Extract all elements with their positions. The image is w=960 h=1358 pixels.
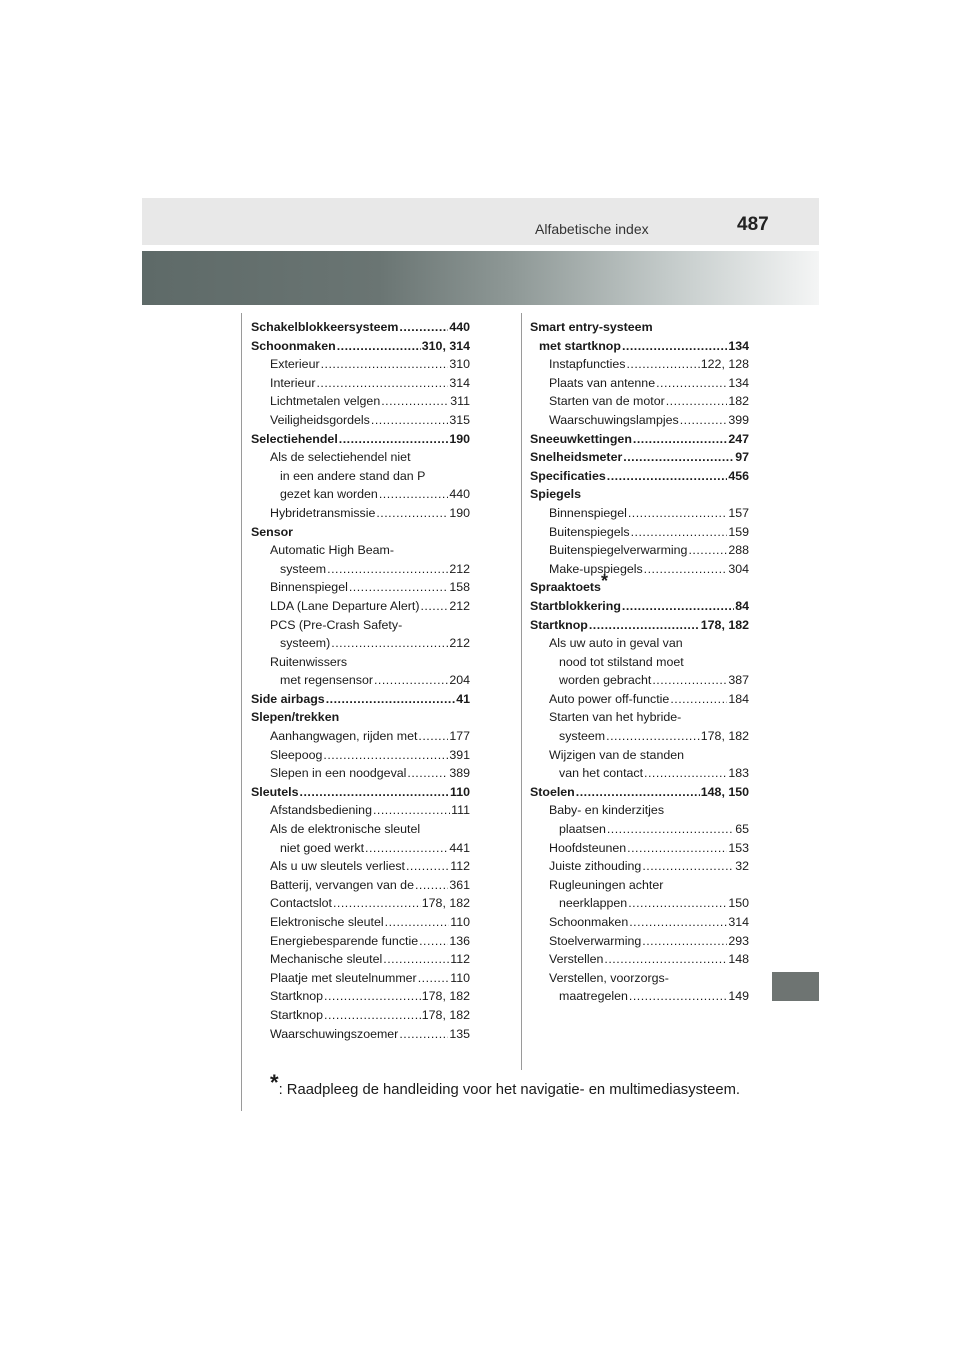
index-term: Schoonmaken <box>549 915 629 929</box>
page-reference: 122, 128 <box>700 357 749 372</box>
page-reference: 111 <box>451 803 470 818</box>
dot-leader <box>374 671 448 690</box>
index-entry[interactable] <box>530 571 749 597</box>
index-term: Slepen/trekken <box>251 710 340 725</box>
index-term: Elektronische sleutel <box>270 915 384 929</box>
index-entry[interactable] <box>251 578 470 597</box>
index-term: Lichtmetalen velgen <box>270 394 381 409</box>
page-reference: 389 <box>449 766 470 781</box>
index-entry[interactable] <box>251 839 470 858</box>
index-term: Mechanische sleutel <box>270 952 383 967</box>
index-term: Schoonmaken <box>251 338 336 353</box>
index-term: Waarschuwingslampjes <box>549 412 679 427</box>
index-entry[interactable] <box>530 523 749 542</box>
index-entry[interactable] <box>251 690 470 709</box>
page-reference: 136 <box>449 933 470 948</box>
index-term: Als de elektronische sleutel <box>270 822 421 837</box>
index-entry[interactable] <box>251 969 470 988</box>
page-reference: 157 <box>728 505 749 520</box>
dot-leader <box>629 987 727 1006</box>
index-entry[interactable] <box>251 467 470 486</box>
index-entry[interactable] <box>530 801 749 820</box>
dot-leader <box>420 597 448 616</box>
index-term: Sneeuwkettingen <box>530 431 632 446</box>
page-reference: 441 <box>449 840 470 855</box>
page-reference: 190 <box>449 505 470 520</box>
page-reference: 212 <box>449 636 470 651</box>
index-entry[interactable] <box>530 894 749 913</box>
footnote-text: : Raadpleeg de handleiding voor het navigatie- en multimediasysteem. <box>278 1082 741 1098</box>
page-reference: 32 <box>735 859 749 874</box>
dot-leader <box>383 950 449 969</box>
page-reference: 314 <box>728 915 749 929</box>
index-entry[interactable] <box>530 746 749 765</box>
index-entry[interactable] <box>530 430 749 449</box>
section-title: Alfabetische index <box>535 221 649 237</box>
page-reference: 158 <box>449 580 470 595</box>
index-entry[interactable] <box>251 560 470 579</box>
page-reference: 315 <box>449 412 470 427</box>
index-term: Startknop <box>270 1007 324 1022</box>
dot-leader <box>365 839 448 858</box>
page-reference: 148 <box>728 952 749 967</box>
dot-leader <box>626 355 699 374</box>
page-reference: 110 <box>450 915 470 929</box>
index-entry[interactable] <box>530 950 749 969</box>
dot-leader <box>628 894 727 913</box>
index-term: Make-upspiegels <box>549 561 643 576</box>
dot-leader <box>622 337 727 356</box>
index-column-left <box>251 318 470 1043</box>
page-reference: 440 <box>449 320 470 334</box>
index-entry[interactable] <box>530 504 749 523</box>
index-term: gezet kan worden <box>280 487 378 502</box>
index-term: Verstellen, voorzorgs- <box>549 970 669 985</box>
index-entry[interactable] <box>251 430 470 449</box>
index-term: Plaats van antenne <box>549 375 656 390</box>
index-entry[interactable] <box>530 337 749 356</box>
index-entry[interactable] <box>530 764 749 783</box>
index-entry[interactable] <box>251 504 470 523</box>
page-reference: 399 <box>728 412 749 427</box>
dot-leader <box>399 1025 448 1044</box>
index-entry[interactable] <box>251 448 470 467</box>
index-term: worden gebracht <box>559 673 652 688</box>
index-entry[interactable] <box>251 913 470 932</box>
index-term: Startblokkering <box>530 598 621 613</box>
index-entry[interactable] <box>530 634 749 653</box>
index-entry[interactable] <box>251 746 470 765</box>
index-term: Buitenspiegels <box>549 524 630 539</box>
asterisk-mark: * <box>600 571 608 592</box>
index-term: met regensensor <box>280 673 373 688</box>
index-term: Stoelverwarming <box>549 933 642 948</box>
page-reference: 134 <box>728 338 749 353</box>
index-term: Plaatje met sleutelnummer <box>270 970 417 985</box>
index-term: Instapfuncties <box>549 357 626 372</box>
index-term: niet goed werkt <box>280 840 365 855</box>
page-reference: 97 <box>735 450 749 465</box>
index-term: Slepen in een noodgeval <box>270 766 407 781</box>
index-entry[interactable] <box>251 523 470 542</box>
dot-leader <box>419 932 448 951</box>
page-reference: 361 <box>449 877 470 892</box>
index-entry[interactable] <box>530 485 749 504</box>
index-term: Stoelen <box>530 784 575 799</box>
dot-leader <box>399 318 448 337</box>
dot-leader <box>406 857 449 876</box>
page-reference: 212 <box>449 561 470 576</box>
index-entry[interactable] <box>530 448 749 467</box>
footnote <box>270 1070 741 1098</box>
column-divider <box>521 313 522 1070</box>
index-entry[interactable] <box>530 839 749 858</box>
page-reference: 110 <box>450 784 470 799</box>
dot-leader <box>381 392 449 411</box>
index-entry[interactable] <box>530 467 749 486</box>
page-reference: 178, 182 <box>421 989 470 1004</box>
index-term: Als uw auto in geval van <box>549 636 683 651</box>
page-reference: 204 <box>449 673 470 688</box>
index-term: Binnenspiegel <box>549 505 627 520</box>
index-entry[interactable] <box>251 764 470 783</box>
index-term: Interieur <box>270 375 316 390</box>
index-entry[interactable] <box>251 876 470 895</box>
dot-leader <box>379 485 449 504</box>
page-reference: 212 <box>449 598 470 613</box>
page-reference: 148, 150 <box>700 784 749 799</box>
index-entry[interactable] <box>251 671 470 690</box>
dot-leader <box>652 671 727 690</box>
index-term: Sleutels <box>251 784 299 799</box>
page-reference: 135 <box>449 1026 470 1041</box>
index-entry[interactable] <box>530 969 749 988</box>
index-term: systeem) <box>280 636 331 651</box>
index-entry[interactable] <box>251 857 470 876</box>
page-reference: 293 <box>728 933 749 948</box>
dot-leader <box>321 355 449 374</box>
page-reference: 310 <box>449 357 470 372</box>
chapter-thumb-tab[interactable] <box>772 972 819 1001</box>
index-entry[interactable] <box>530 411 749 430</box>
page-reference: 310, 314 <box>421 338 470 353</box>
page-reference: 150 <box>728 896 749 911</box>
index-term: van het contact <box>559 766 644 781</box>
dot-leader <box>373 801 450 820</box>
dot-leader <box>642 932 727 951</box>
page-reference: 178, 182 <box>421 1007 470 1022</box>
index-entry[interactable] <box>251 950 470 969</box>
dot-leader <box>326 690 456 709</box>
index-entry[interactable] <box>251 932 470 951</box>
dot-leader <box>337 337 421 356</box>
index-term: Schakelblokkeersysteem <box>251 320 399 334</box>
index-term: Automatic High Beam- <box>270 543 394 558</box>
dot-leader <box>670 690 727 709</box>
index-term: Side airbags <box>251 691 325 706</box>
page-reference: 149 <box>728 989 749 1004</box>
dot-leader <box>349 578 448 597</box>
page-reference: 391 <box>449 747 470 762</box>
index-term: Selectiehendel <box>251 431 338 446</box>
dot-leader <box>415 876 448 895</box>
index-entry[interactable] <box>530 690 749 709</box>
dot-leader <box>316 374 448 393</box>
dot-leader <box>623 448 734 467</box>
index-entry[interactable] <box>530 318 749 337</box>
index-term: Afstandsbediening <box>270 803 372 818</box>
index-entry[interactable] <box>530 987 749 1006</box>
header-band <box>142 198 819 245</box>
index-term: Veiligheidsgordels <box>270 412 370 427</box>
index-entry[interactable] <box>251 411 470 430</box>
index-entry[interactable] <box>251 1006 470 1025</box>
index-entry[interactable] <box>251 1025 470 1044</box>
dot-leader <box>656 374 727 393</box>
index-term: in een andere stand dan P <box>280 468 426 483</box>
dot-leader <box>385 913 450 932</box>
index-term: Als de selectiehendel niet <box>270 450 411 465</box>
page-reference: 288 <box>728 543 749 558</box>
index-term: Als u uw sleutels verliest <box>270 859 405 874</box>
page-reference: 178, 182 <box>700 729 749 744</box>
page-reference: 183 <box>728 766 749 781</box>
index-term: met startknop <box>539 338 621 353</box>
index-entry[interactable] <box>530 616 749 635</box>
dot-leader <box>339 430 449 449</box>
index-term: Aanhangwagen, rijden met <box>270 729 418 744</box>
dot-leader <box>628 504 727 523</box>
index-term: systeem <box>559 729 606 744</box>
index-term: Spraaktoets <box>530 580 601 595</box>
dot-leader <box>323 746 448 765</box>
index-term: systeem <box>280 561 327 576</box>
page-reference: 177 <box>449 729 470 744</box>
dot-leader <box>333 894 421 913</box>
dot-leader <box>631 523 728 542</box>
decorative-gradient-band <box>142 251 819 305</box>
dot-leader <box>606 727 700 746</box>
index-term: Ruitenwissers <box>270 654 348 669</box>
dot-leader <box>688 541 727 560</box>
index-entry[interactable] <box>530 392 749 411</box>
index-entry[interactable] <box>251 392 470 411</box>
index-term: Verstellen <box>549 952 604 967</box>
index-entry[interactable] <box>251 616 470 635</box>
index-entry[interactable] <box>530 727 749 746</box>
index-entry[interactable] <box>251 597 470 616</box>
index-entry[interactable] <box>251 337 470 356</box>
index-entry[interactable] <box>251 727 470 746</box>
index-entry[interactable] <box>530 653 749 672</box>
index-entry[interactable] <box>530 541 749 560</box>
index-term: LDA (Lane Departure Alert) <box>270 598 420 613</box>
page-reference: 387 <box>728 673 749 688</box>
index-entry[interactable] <box>530 820 749 839</box>
dot-leader <box>376 504 448 523</box>
index-term: Starten van de motor <box>549 394 665 409</box>
index-term: Specificaties <box>530 468 606 483</box>
index-term: Batterij, vervangen van de <box>270 877 414 892</box>
dot-leader <box>644 560 728 579</box>
dot-leader <box>604 950 727 969</box>
index-entry[interactable] <box>530 671 749 690</box>
index-entry[interactable] <box>251 820 470 839</box>
dot-leader <box>418 727 448 746</box>
index-term: PCS (Pre-Crash Safety- <box>270 617 403 632</box>
page-reference: 311 <box>450 394 470 409</box>
page-reference: 456 <box>728 468 749 483</box>
dot-leader <box>371 411 448 430</box>
index-term: Sensor <box>251 524 294 539</box>
dot-leader <box>418 969 450 988</box>
index-entry[interactable] <box>251 318 470 337</box>
dot-leader <box>642 857 734 876</box>
index-term: maatregelen <box>559 989 628 1004</box>
dot-leader <box>589 616 700 635</box>
index-term: Spiegels <box>530 487 581 502</box>
page-reference: 247 <box>728 431 749 446</box>
index-entry[interactable] <box>530 560 749 579</box>
page-reference: 112 <box>450 952 470 967</box>
index-term: plaatsen <box>559 822 606 837</box>
page-reference: 41 <box>456 691 470 706</box>
index-entry[interactable] <box>251 355 470 374</box>
index-term: Rugleuningen achter <box>549 877 664 892</box>
index-term: Smart entry-systeem <box>530 320 653 334</box>
index-term: Contactslot <box>270 896 332 911</box>
index-term: Auto power off-functie <box>549 691 670 706</box>
page-reference: 112 <box>450 859 470 874</box>
index-term: Snelheidsmeter <box>530 450 623 465</box>
index-entry[interactable] <box>251 653 470 672</box>
index-entry[interactable] <box>251 801 470 820</box>
index-term: Hybridetransmissie <box>270 505 376 520</box>
index-entry[interactable] <box>530 857 749 876</box>
dot-leader <box>324 987 421 1006</box>
index-entry[interactable] <box>251 541 470 560</box>
dot-leader <box>666 392 728 411</box>
index-term: Startknop <box>270 989 324 1004</box>
index-entry[interactable] <box>251 708 470 727</box>
index-term: neerklappen <box>559 896 628 911</box>
dot-leader <box>680 411 728 430</box>
index-entry[interactable] <box>251 894 470 913</box>
page-reference: 304 <box>728 561 749 576</box>
index-term: Energiebesparende functie <box>270 933 419 948</box>
index-term: Sleepoog <box>270 747 323 762</box>
index-term: nood tot stilstand moet <box>559 654 684 669</box>
index-term: Buitenspiegelverwarming <box>549 543 688 558</box>
index-entry[interactable] <box>530 374 749 393</box>
footnote-asterisk: * <box>270 1070 279 1095</box>
index-entry[interactable] <box>251 634 470 653</box>
index-column-right <box>530 318 749 1006</box>
dot-leader <box>627 839 727 858</box>
index-term: Juiste zithouding <box>549 859 642 874</box>
page-reference: 110 <box>450 970 470 985</box>
index-term: Wijzigen van de standen <box>549 747 685 762</box>
page-reference: 440 <box>449 487 470 502</box>
index-entry[interactable] <box>530 783 749 802</box>
index-term: Starten van het hybride- <box>549 710 682 725</box>
dot-leader <box>324 1006 421 1025</box>
index-term: Baby- en kinderzitjes <box>549 803 665 818</box>
index-entry[interactable] <box>251 987 470 1006</box>
page-reference: 314 <box>449 375 470 390</box>
page-reference: 178, 182 <box>421 896 470 911</box>
index-term: Startknop <box>530 617 588 632</box>
index-entry[interactable] <box>251 485 470 504</box>
index-entry[interactable] <box>530 355 749 374</box>
left-margin-rule <box>241 313 242 1111</box>
dot-leader <box>607 467 728 486</box>
page-reference: 178, 182 <box>700 617 749 632</box>
dot-leader <box>622 597 734 616</box>
index-entry[interactable] <box>530 932 749 951</box>
page-reference: 184 <box>728 691 749 706</box>
page-reference: 134 <box>728 375 749 390</box>
dot-leader <box>607 820 734 839</box>
index-entry[interactable] <box>251 783 470 802</box>
dot-leader <box>331 634 448 653</box>
dot-leader <box>633 430 727 449</box>
index-entry[interactable] <box>251 374 470 393</box>
index-term: Waarschuwingszoemer <box>270 1026 399 1041</box>
page-reference: 153 <box>728 840 749 855</box>
index-entry[interactable] <box>530 876 749 895</box>
index-term: Binnenspiegel <box>270 580 348 595</box>
dot-leader <box>300 783 449 802</box>
index-term: Exterieur <box>270 357 320 372</box>
dot-leader <box>327 560 448 579</box>
dot-leader <box>576 783 700 802</box>
dot-leader <box>407 764 448 783</box>
dot-leader <box>644 764 727 783</box>
index-entry[interactable] <box>530 913 749 932</box>
index-entry[interactable] <box>530 708 749 727</box>
dot-leader <box>629 913 727 932</box>
index-entry[interactable] <box>530 597 749 616</box>
index-term: Hoofdsteunen <box>549 840 627 855</box>
page-reference: 84 <box>735 598 749 613</box>
page-number: 487 <box>737 214 769 235</box>
page-reference: 182 <box>728 394 749 409</box>
page-reference: 190 <box>449 431 470 446</box>
page-reference: 65 <box>735 822 749 837</box>
page-reference: 159 <box>728 524 749 539</box>
